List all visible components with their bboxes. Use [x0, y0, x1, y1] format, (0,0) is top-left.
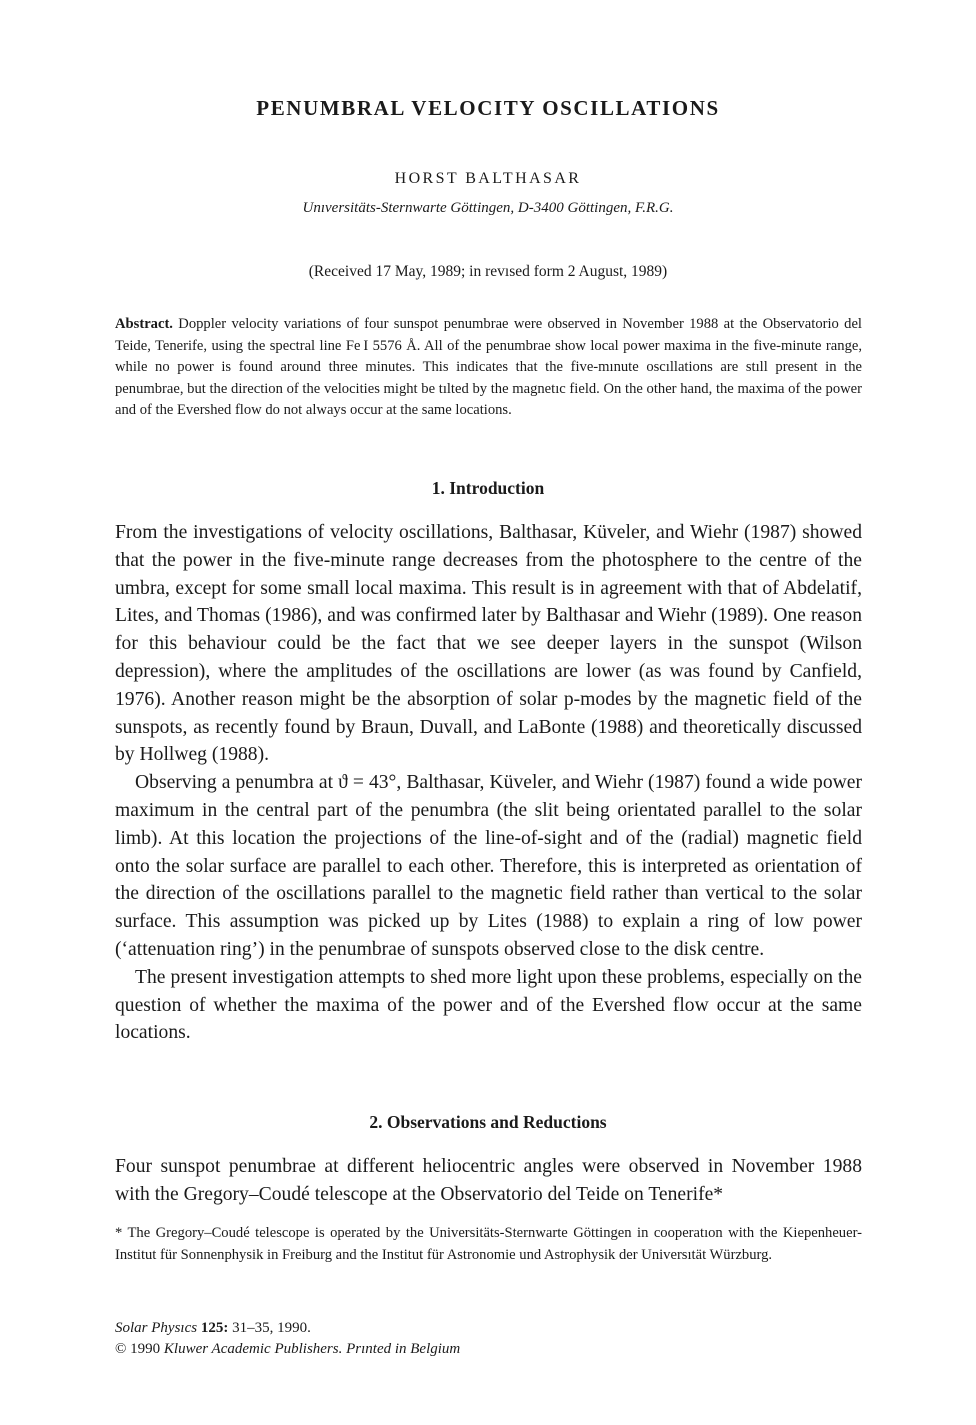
abstract-text: Doppler velocity variations of four sunspot penumbrae were observed in November 1988 at the Observatorio del Teide, Tenerife, using the spectral line Fe I 5576 Å. All of the penumbrae show local power maxima in the five-minute range, while no power is found around three minutes. This indicates that the five-mınute oscıllations are stıll present in the penumbrae, but the direction of the velocities might be tılted by the magnetıc field. On the other hand, the maxima of the power and of the Evershed flow do not always occur at the same locations. [115, 316, 862, 418]
journal-info [115, 1318, 460, 1360]
intro-paragraph-1: From the investigations of velocity oscillations, Balthasar, Küveler, and Wiehr (1987) showed that the power in the five-minute range decreases from the photosphere to the centre of the umbra, except for some small local maxima. This result is in agreement with that of Abdelatif, Lites, and Thomas (1986), and was confirmed later by Balthasar and Wiehr (1989). One reason for this behaviour could be the fact that we see deeper layers in the sunspot (Wilson depression), where the amplitudes of the oscillations are lower (as was found by Canfield, 1976). Another reason might be the absorption of solar p-modes by the magnetic field of the sunspots, as recently found by Braun, Duvall, and LaBonte (1988) and theoretically discussed by Hollweg (1988). [115, 522, 862, 766]
author-name: HORST BALTHASAR [394, 170, 582, 187]
paper-title: PENUMBRAL VELOCITY OSCILLATIONS [256, 96, 720, 120]
observations-paragraph-1: Four sunspot penumbrae at different heliocentric angles were observed in November 1988 with the Gregory–Coudé telescope at the Observatorio del Teide on Tenerife* [115, 1156, 862, 1205]
footnote: * The Gregory–Coudé telescope is operated by the Universitäts-Sternwarte Göttingen in cooperatıon with the Kiepenheuer-Institut für Sonnenphysik in Freiburg and the Institut für Astronomie und Astrophysik der Universıtät Würzburg. [115, 1225, 862, 1263]
intro-paragraph-2: Observing a penumbra at ϑ = 43°, Balthasar, Küveler, and Wiehr (1987) found a wide power maximum in the central part of the penumbra (the slit being orientated parallel to the solar limb). At this location the projections of the line-of-sight and of the (radial) magnetic field onto the solar surface are parallel to each other. Therefore, this is interpreted as orientation of the direction of the oscillations parallel to the magnetic field rather than vertical to the solar surface. This assumption was picked up by Lites (1988) to explain a ring of low power (‘attenuation ring’) in the penumbrae of sunspots observed close to the disk centre. [115, 772, 862, 960]
section-heading-introduction: 1. Introduction [431, 478, 545, 498]
introduction-body [115, 519, 862, 1047]
copyright-line [115, 1339, 460, 1360]
journal-pages: 31–35, 1990. [228, 1320, 311, 1336]
received-dates: (Received 17 May, 1989; in revısed form 2 August, 1989) [308, 263, 668, 280]
copyright-symbol: © 1990 [115, 1341, 164, 1357]
journal-name: Solar Physıcs [115, 1320, 198, 1336]
journal-citation [115, 1318, 460, 1339]
intro-paragraph-3: The present investigation attempts to shed more light upon these problems, especially on the question of whether the maxima of the power and of the Evershed flow occur at the same locations. [115, 966, 862, 1044]
observations-body [115, 1153, 862, 1209]
author-affiliation: Unıversitäts-Sternwarte Göttingen, D-3400 Göttingen, F.R.G. [302, 200, 674, 216]
publisher: Kluwer Academic Publishers. Prınted in Belgium [163, 1341, 461, 1357]
abstract [115, 314, 862, 422]
abstract-label: Abstract. [115, 316, 173, 332]
section-heading-observations: 2. Observations and Reductions [369, 1112, 607, 1132]
journal-volume: 125: [200, 1320, 229, 1336]
